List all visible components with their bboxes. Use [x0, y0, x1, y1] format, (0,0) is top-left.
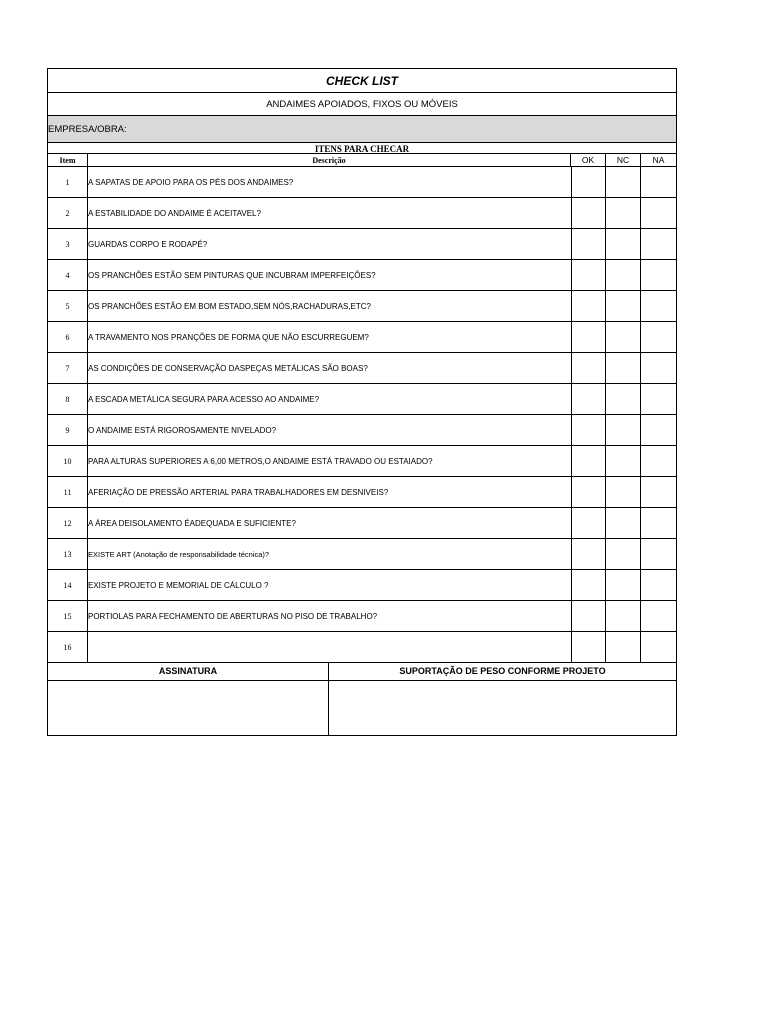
- table-row: [48, 384, 676, 415]
- item-number: 1: [48, 167, 88, 197]
- na-checkbox[interactable]: [641, 291, 676, 321]
- item-number: 9: [48, 415, 88, 445]
- ok-checkbox[interactable]: [571, 260, 606, 290]
- na-checkbox[interactable]: [641, 601, 676, 631]
- ok-checkbox[interactable]: [571, 601, 606, 631]
- item-description: OS PRANCHÕES ESTÃO EM BOM ESTADO,SEM NÓS,RACHADURAS,ETC?: [88, 302, 372, 311]
- item-description: [88, 632, 571, 662]
- table-row: [48, 167, 676, 198]
- item-description: GUARDAS CORPO E RODAPÉ?: [88, 240, 208, 249]
- item-number: 2: [48, 198, 88, 228]
- table-row: [48, 570, 676, 601]
- nc-checkbox[interactable]: [606, 353, 641, 383]
- column-header-description: Descrição: [88, 154, 571, 166]
- item-number: 3: [48, 229, 88, 259]
- ok-checkbox[interactable]: [571, 570, 606, 600]
- item-description: AS CONDIÇÕES DE CONSERVAÇÃO DASPEÇAS METÁLICAS SÃO BOAS?: [88, 364, 368, 373]
- item-number: 16: [48, 632, 88, 662]
- item-number: 6: [48, 322, 88, 352]
- item-description: OS PRANCHÕES ESTÃO SEM PINTURAS QUE INCUBRAM IMPERFEIÇÕES?: [88, 271, 376, 280]
- item-description: EXISTE PROJETO E MEMORIAL DE CÁLCULO ?: [88, 581, 269, 590]
- item-number: 4: [48, 260, 88, 290]
- ok-checkbox[interactable]: [571, 415, 606, 445]
- ok-checkbox[interactable]: [571, 539, 606, 569]
- section-title: ITENS PARA CHECAR: [48, 143, 676, 154]
- weight-support-label: SUPORTAÇÃO DE PESO CONFORME PROJETO: [399, 666, 606, 676]
- item-description: EXISTE ART (Anotação de responsabilidade técnica)?: [88, 550, 270, 559]
- item-description: A ESTABILIDADE DO ANDAIME É ACEITAVEL?: [88, 209, 261, 218]
- ok-checkbox[interactable]: [571, 291, 606, 321]
- item-description: PORTIOLAS PARA FECHAMENTO DE ABERTURAS NO PISO DE TRABALHO?: [88, 612, 378, 621]
- column-header-na: NA: [652, 155, 665, 165]
- signature-label: ASSINATURA: [48, 662, 329, 680]
- na-checkbox[interactable]: [641, 229, 676, 259]
- nc-checkbox[interactable]: [606, 570, 641, 600]
- column-header-nc: NC: [606, 154, 641, 166]
- table-row: [48, 198, 676, 229]
- nc-checkbox[interactable]: [606, 322, 641, 352]
- nc-checkbox[interactable]: [606, 291, 641, 321]
- table-row: [48, 260, 676, 291]
- item-number: 11: [48, 477, 88, 507]
- column-header-item: Item: [48, 154, 88, 166]
- nc-checkbox[interactable]: [606, 167, 641, 197]
- column-header-ok: OK: [571, 154, 606, 166]
- nc-checkbox[interactable]: [606, 415, 641, 445]
- nc-checkbox[interactable]: [606, 198, 641, 228]
- item-description: A TRAVAMENTO NOS PRANÇÕES DE FORMA QUE NÃO ESCURREGUEM?: [88, 333, 369, 342]
- item-description: A ESCADA METÁLICA SEGURA PARA ACESSO AO ANDAIME?: [88, 395, 320, 404]
- ok-checkbox[interactable]: [571, 229, 606, 259]
- nc-checkbox[interactable]: [606, 632, 641, 662]
- ok-checkbox[interactable]: [571, 167, 606, 197]
- nc-checkbox[interactable]: [606, 384, 641, 414]
- nc-checkbox[interactable]: [606, 260, 641, 290]
- ok-checkbox[interactable]: [571, 384, 606, 414]
- table-row: [48, 291, 676, 322]
- table-row: [48, 477, 676, 508]
- nc-checkbox[interactable]: [606, 601, 641, 631]
- nc-checkbox[interactable]: [606, 229, 641, 259]
- ok-checkbox[interactable]: [571, 632, 606, 662]
- na-checkbox[interactable]: [641, 570, 676, 600]
- item-number: 14: [48, 570, 88, 600]
- ok-checkbox[interactable]: [571, 508, 606, 538]
- nc-checkbox[interactable]: [606, 477, 641, 507]
- item-description: A ÁREA DEISOLAMENTO ÉADEQUADA E SUFICIENTE?: [88, 519, 296, 528]
- item-description: A SAPATAS DE APOIO PARA OS PÉS DOS ANDAIMES?: [88, 178, 294, 187]
- table-row: [48, 508, 676, 539]
- table-row: [48, 229, 676, 260]
- item-number: 5: [48, 291, 88, 321]
- ok-checkbox[interactable]: [571, 477, 606, 507]
- table-row: [48, 353, 676, 384]
- na-checkbox[interactable]: [641, 508, 676, 538]
- item-description: AFERIAÇÃO DE PRESSÃO ARTERIAL PARA TRABALHADORES EM DESNIVEIS?: [88, 488, 389, 497]
- company-field[interactable]: EMPRESA/OBRA:: [48, 116, 676, 143]
- item-number: 13: [48, 539, 88, 569]
- table-row: [48, 632, 676, 663]
- na-checkbox[interactable]: [641, 477, 676, 507]
- table-row: [48, 446, 676, 477]
- table-header: [48, 154, 676, 167]
- na-checkbox[interactable]: [641, 198, 676, 228]
- item-number: 15: [48, 601, 88, 631]
- item-number: 12: [48, 508, 88, 538]
- table-row: [48, 322, 676, 353]
- na-checkbox[interactable]: [641, 260, 676, 290]
- na-checkbox[interactable]: [641, 167, 676, 197]
- weight-support-field[interactable]: [329, 681, 676, 735]
- na-checkbox[interactable]: [641, 322, 676, 352]
- signature-field[interactable]: [48, 681, 329, 735]
- item-description: O ANDAIME ESTÁ RIGOROSAMENTE NIVELADO?: [88, 426, 277, 435]
- na-checkbox[interactable]: [641, 353, 676, 383]
- page-title: CHECK LIST: [48, 69, 676, 93]
- signature-area: [48, 681, 676, 735]
- item-description: PARA ALTURAS SUPERIORES A 6,00 METROS,O ANDAIME ESTÁ TRAVADO OU ESTAIADO?: [88, 457, 433, 466]
- na-checkbox[interactable]: [641, 446, 676, 476]
- ok-checkbox[interactable]: [571, 353, 606, 383]
- nc-checkbox[interactable]: [606, 539, 641, 569]
- na-checkbox[interactable]: [641, 539, 676, 569]
- na-checkbox[interactable]: [641, 632, 676, 662]
- table-row: [48, 415, 676, 446]
- table-row: [48, 539, 676, 570]
- ok-checkbox[interactable]: [571, 198, 606, 228]
- checklist-sheet: [47, 68, 677, 736]
- item-number: 10: [48, 446, 88, 476]
- ok-checkbox[interactable]: [571, 322, 606, 352]
- signature-header: [48, 662, 676, 681]
- na-checkbox[interactable]: [641, 384, 676, 414]
- ok-checkbox[interactable]: [571, 446, 606, 476]
- item-number: 8: [48, 384, 88, 414]
- na-checkbox[interactable]: [641, 415, 676, 445]
- page-subtitle: ANDAIMES APOIADOS, FIXOS OU MÓVEIS: [48, 93, 676, 116]
- nc-checkbox[interactable]: [606, 508, 641, 538]
- nc-checkbox[interactable]: [606, 446, 641, 476]
- table-row: [48, 601, 676, 632]
- item-number: 7: [48, 353, 88, 383]
